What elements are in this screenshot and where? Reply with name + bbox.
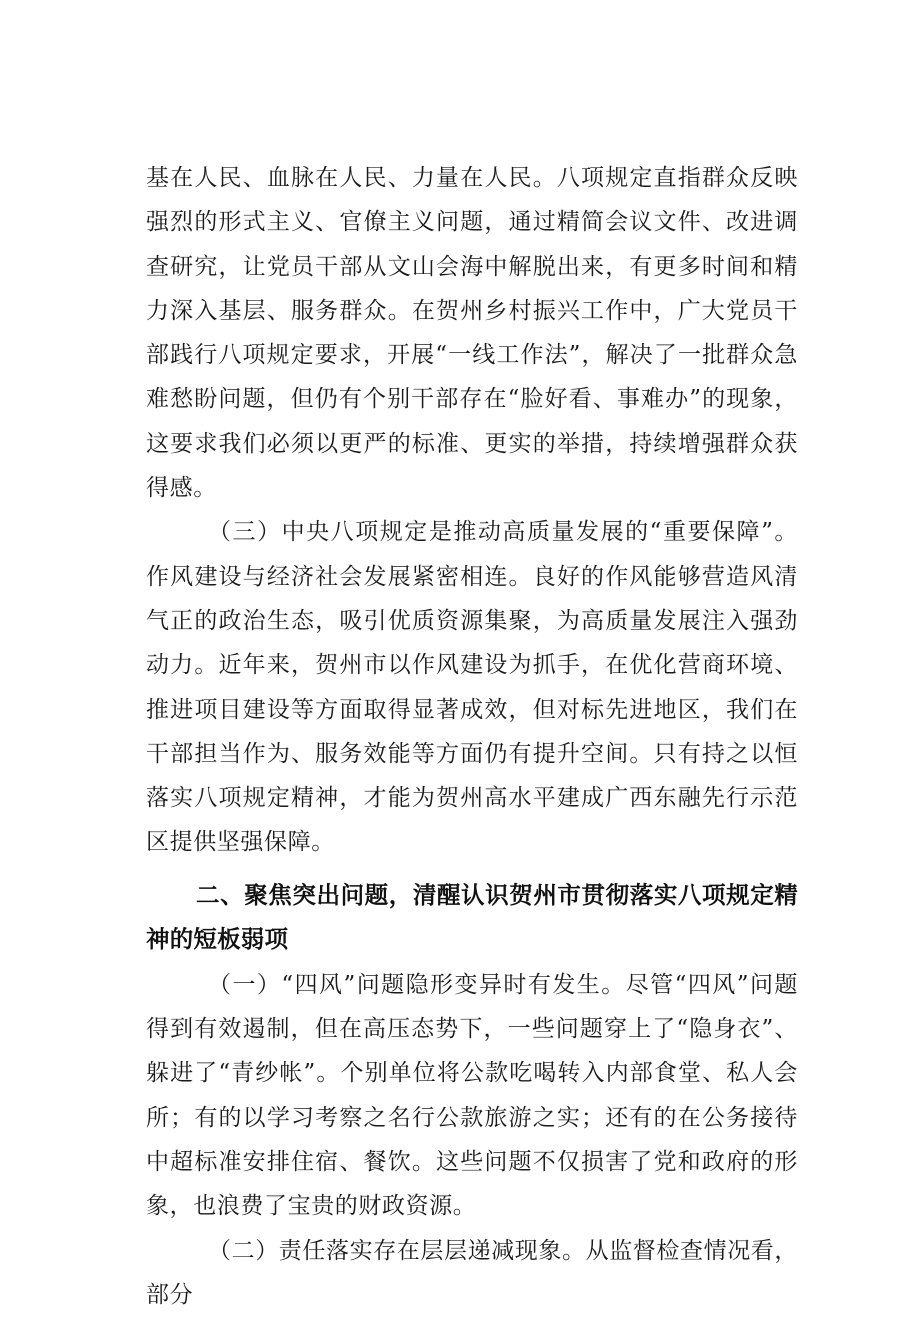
section-heading-two: 二、聚焦突出问题，清醒认识贺州市贯彻落实八项规定精神的短板弱项 [146, 880, 798, 953]
paragraph-continued: 基在人民、血脉在人民、力量在人民。八项规定直指群众反映强烈的形式主义、官僚主义问题，通过精简会议文件、改进调查研究，让党员干部从文山会海中解脱出来，有更多时间和精力深入基层、服务群众。在贺州乡村振兴工作中，广大党员干部践行八项规定要求，开展“一线工作法”，解决了一批群众急难愁盼问题，但仍有个别干部存在“脸好看、事难办”的现象，这要求我们必须以更严的标准、更实的举措，持续增强群众获得感。 [146, 165, 798, 502]
paragraph-subsection-one: （一）“四风”问题隐形变异时有发生。尽管“四风”问题得到有效遏制，但在高压态势下，一些问题穿上了“隐身衣”、躲进了“青纱帐”。个别单位将公款吃喝转入内部食堂、私人会所；有的以学习考察之名行公款旅游之实；还有的在公务接待中超标准安排住宿、餐饮。这些问题不仅损害了党和政府的形象，也浪费了宝贵的财政资源。 [146, 971, 798, 1220]
document-body [146, 156, 798, 1317]
paragraph-subsection-two: （二）责任落实存在层层递减现象。从监督检查情况看，部分 [146, 1237, 798, 1308]
paragraph-section-three: （三）中央八项规定是推动高质量发展的“重要保障”。作风建设与经济社会发展紧密相连。良好的作风能够营造风清气正的政治生态，吸引优质资源集聚，为高质量发展注入强劲动力。近年来，贺州市以作风建设为抓手，在优化营商环境、推进项目建设等方面取得显著成效，但对标先进地区，我们在干部担当作为、服务效能等方面仍有提升空间。只有持之以恒落实八项规定精神，才能为贺州高水平建成广西东融先行示范区提供坚强保障。 [146, 519, 798, 856]
